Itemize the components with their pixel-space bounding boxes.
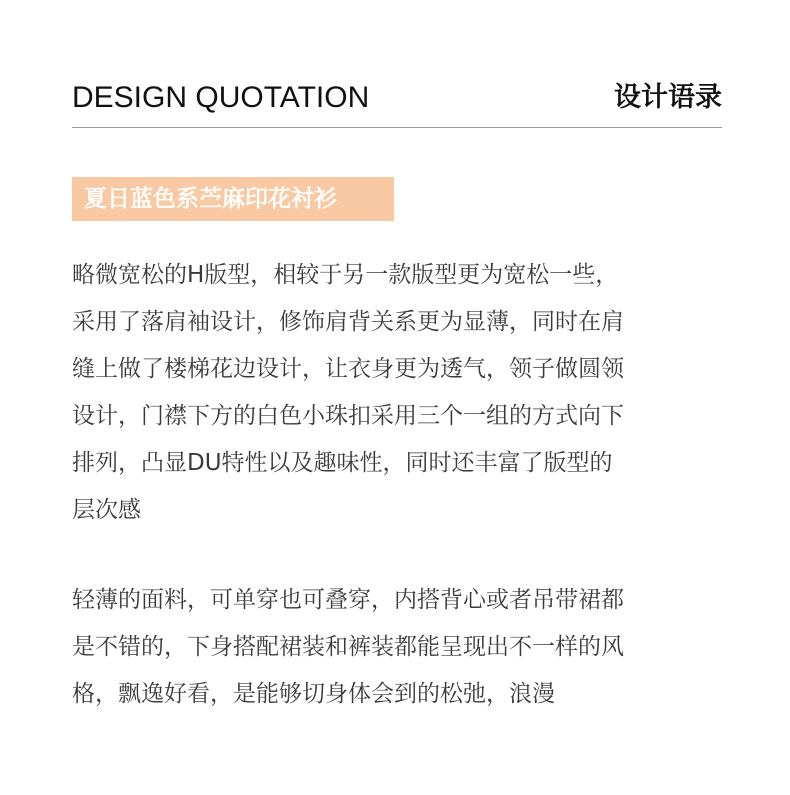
- description-paragraph-2: [72, 577, 722, 718]
- product-tag-label: 夏日蓝色系苎麻印花衬衫: [84, 186, 337, 212]
- paragraph-line: 缝上做了楼梯花边设计，让衣身更为透气，领子做圆领: [72, 356, 624, 382]
- paragraph-line: 是不错的，下身搭配裙装和裤装都能呈现出不一样的风: [72, 634, 624, 660]
- paragraph-line: 层次感: [72, 497, 141, 523]
- description-paragraph-1: [72, 252, 722, 534]
- paragraph-line: 略微宽松的H版型，相较于另一款版型更为宽松一些，: [72, 262, 619, 288]
- header: [72, 78, 722, 118]
- header-title-en: DESIGN QUOTATION: [72, 81, 370, 114]
- product-tag: [72, 177, 394, 221]
- paragraph-line: 采用了落肩袖设计，修饰肩背关系更为显薄，同时在肩: [72, 309, 624, 335]
- header-title-cn: 设计语录: [614, 82, 722, 113]
- paragraph-line: 排列，凸显DU特性以及趣味性，同时还丰富了版型的: [72, 450, 613, 476]
- paragraph-line: 格，飘逸好看，是能够切身体会到的松弛，浪漫: [72, 681, 555, 707]
- paragraph-line: 轻薄的面料，可单穿也可叠穿，内搭背心或者吊带裙都: [72, 587, 624, 613]
- paragraph-line: 设计，门襟下方的白色小珠扣采用三个一组的方式向下: [72, 403, 624, 429]
- header-divider: [72, 127, 722, 128]
